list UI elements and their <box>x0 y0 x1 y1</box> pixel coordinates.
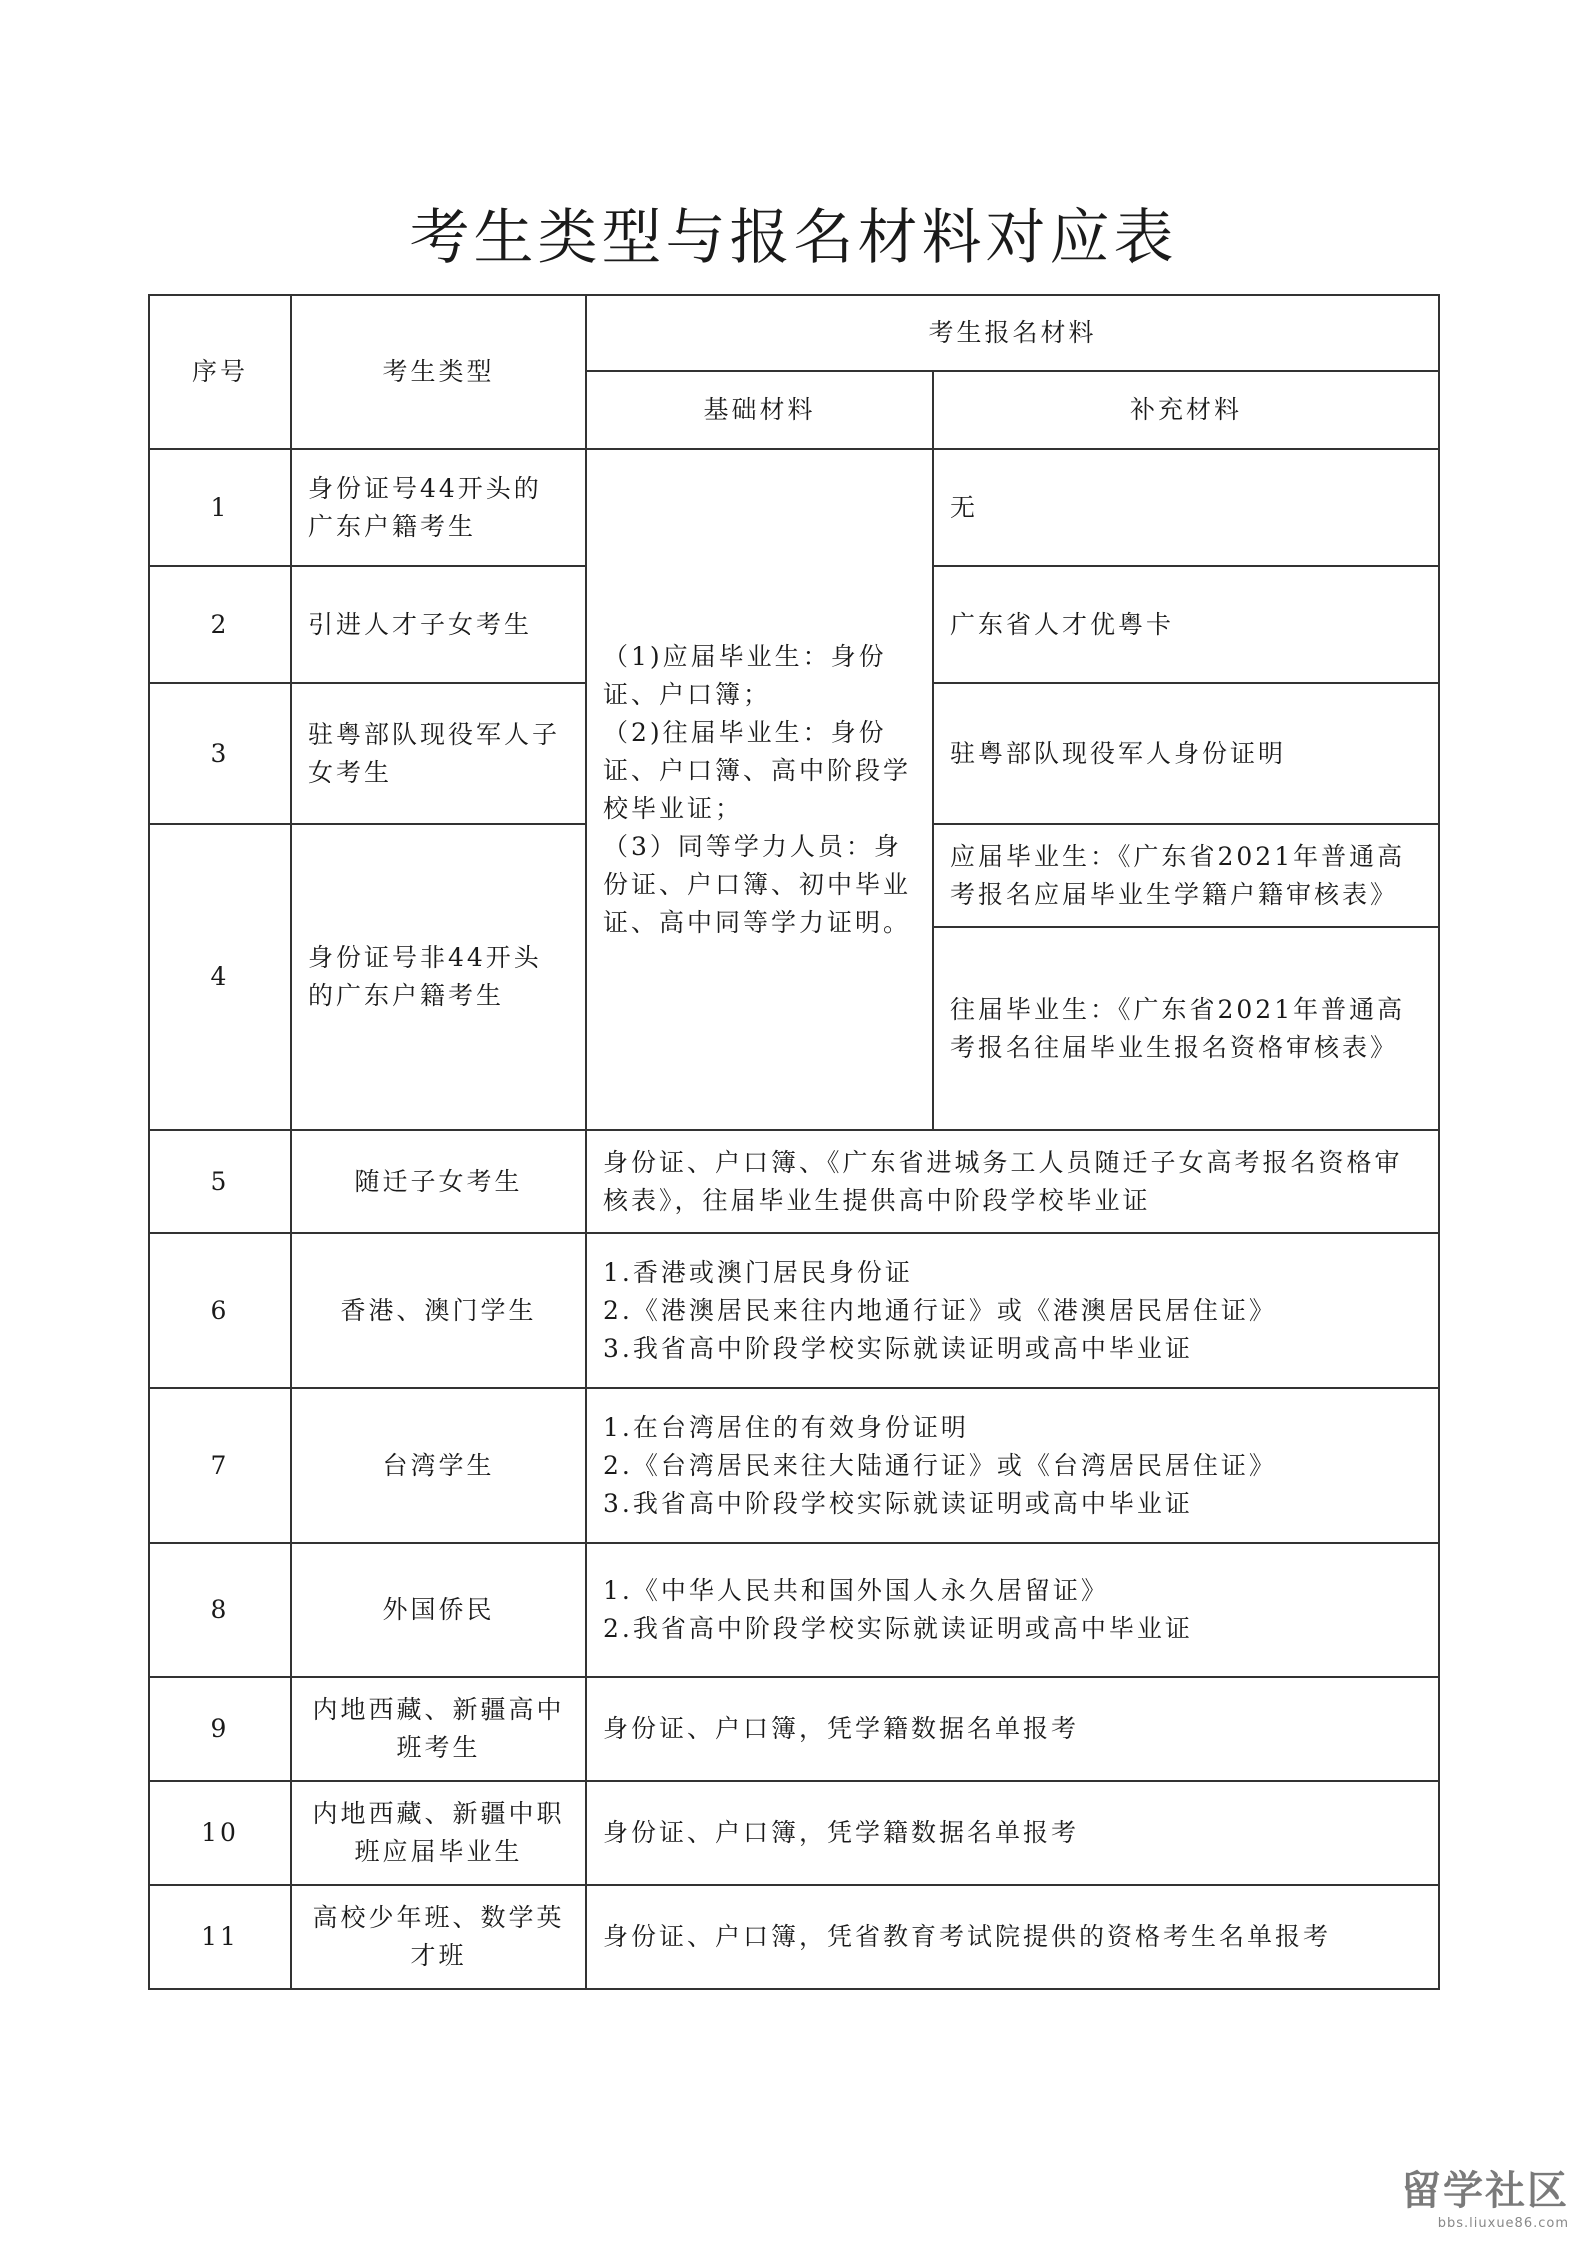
table-row <box>149 1677 1439 1781</box>
material-line: 1.香港或澳门居民身份证 <box>603 1257 913 1287</box>
row-no: 9 <box>149 1677 291 1781</box>
row-materials <box>586 1677 1439 1781</box>
row-supplement: 驻粤部队现役军人身份证明 <box>933 683 1439 824</box>
row-type: 身份证号非44开头的广东户籍考生 <box>291 824 586 1130</box>
header-type: 考生类型 <box>291 295 586 449</box>
watermark-logo <box>1401 2159 1569 2231</box>
watermark-url: bbs.liuxue86.com <box>1437 2216 1569 2231</box>
row-no: 5 <box>149 1130 291 1233</box>
row-no: 7 <box>149 1388 291 1543</box>
row-no: 10 <box>149 1781 291 1885</box>
row-type: 外国侨民 <box>291 1543 586 1677</box>
watermark-brand: 留学社区 <box>1401 2168 1569 2214</box>
material-line: 2.《港澳居民来往内地通行证》或《港澳居民居住证》 <box>603 1295 1277 1325</box>
row-materials <box>586 1233 1439 1388</box>
row-supplement: 无 <box>933 449 1439 566</box>
row-type: 香港、澳门学生 <box>291 1233 586 1388</box>
row-no: 8 <box>149 1543 291 1677</box>
row-type: 台湾学生 <box>291 1388 586 1543</box>
row-type: 内地西藏、新疆中职班应届毕业生 <box>291 1781 586 1885</box>
material-line: 1.《中华人民共和国外国人永久居留证》 <box>603 1576 1109 1605</box>
header-supplement: 补充材料 <box>933 371 1439 449</box>
header-materials: 考生报名材料 <box>586 295 1439 371</box>
row-materials <box>586 1388 1439 1543</box>
header-basic: 基础材料 <box>586 371 933 449</box>
row-materials <box>586 1781 1439 1885</box>
basic-material-line: （2)往届毕业生：身份证、户口簿、高中阶段学校毕业证； <box>603 717 912 823</box>
row-no: 2 <box>149 566 291 683</box>
table-row <box>149 449 1439 566</box>
table-row <box>149 1130 1439 1233</box>
basic-material-line: （3）同等学力人员：身份证、户口簿、初中毕业证、高中同等学力证明。 <box>603 831 912 937</box>
material-line: 1.在台湾居住的有效身份证明 <box>603 1412 969 1442</box>
table-row <box>149 1233 1439 1388</box>
row-materials <box>586 1543 1439 1677</box>
row-no: 4 <box>149 824 291 1130</box>
row-supplement: 应届毕业生：《广东省2021年普通高考报名应届毕业生学籍户籍审核表》 <box>933 824 1439 927</box>
row-type: 高校少年班、数学英才班 <box>291 1885 586 1989</box>
table-row <box>149 1781 1439 1885</box>
row-no: 11 <box>149 1885 291 1989</box>
row-type: 随迁子女考生 <box>291 1130 586 1233</box>
table-row <box>149 1885 1439 1989</box>
table-row <box>149 1388 1439 1543</box>
basic-material-cell <box>586 449 933 1130</box>
row-type: 驻粤部队现役军人子女考生 <box>291 683 586 824</box>
material-line: 3.我省高中阶段学校实际就读证明或高中毕业证 <box>603 1333 1193 1363</box>
row-no: 3 <box>149 683 291 824</box>
basic-material-line: （1)应届毕业生：身份证、户口簿； <box>603 641 887 709</box>
material-line: 身份证、户口簿，凭学籍数据名单报考 <box>603 1818 1080 1847</box>
material-line: 身份证、户口簿、《广东省进城务工人员随迁子女高考报名资格审核表》，往届毕业生提供高中阶段学校毕业证 <box>603 1147 1403 1215</box>
row-type: 身份证号44开头的广东户籍考生 <box>291 449 586 566</box>
material-line: 2.《台湾居民来往大陆通行证》或《台湾居民居住证》 <box>603 1450 1277 1480</box>
materials-table <box>148 294 1440 1990</box>
row-no: 6 <box>149 1233 291 1388</box>
material-line: 3.我省高中阶段学校实际就读证明或高中毕业证 <box>603 1488 1193 1518</box>
row-type: 内地西藏、新疆高中班考生 <box>291 1677 586 1781</box>
row-no: 1 <box>149 449 291 566</box>
material-line: 身份证、户口簿，凭学籍数据名单报考 <box>603 1714 1080 1743</box>
header-seq: 序号 <box>149 295 291 449</box>
material-line: 身份证、户口簿，凭省教育考试院提供的资格考生名单报考 <box>603 1922 1332 1951</box>
material-line: 2.我省高中阶段学校实际就读证明或高中毕业证 <box>603 1614 1193 1643</box>
row-supplement: 往届毕业生：《广东省2021年普通高考报名往届毕业生报名资格审核表》 <box>933 927 1439 1130</box>
page-title: 考生类型与报名材料对应表 <box>409 203 1178 273</box>
row-materials <box>586 1885 1439 1989</box>
row-type: 引进人才子女考生 <box>291 566 586 683</box>
row-supplement: 广东省人才优粤卡 <box>933 566 1439 683</box>
row-materials <box>586 1130 1439 1233</box>
table-row <box>149 1543 1439 1677</box>
